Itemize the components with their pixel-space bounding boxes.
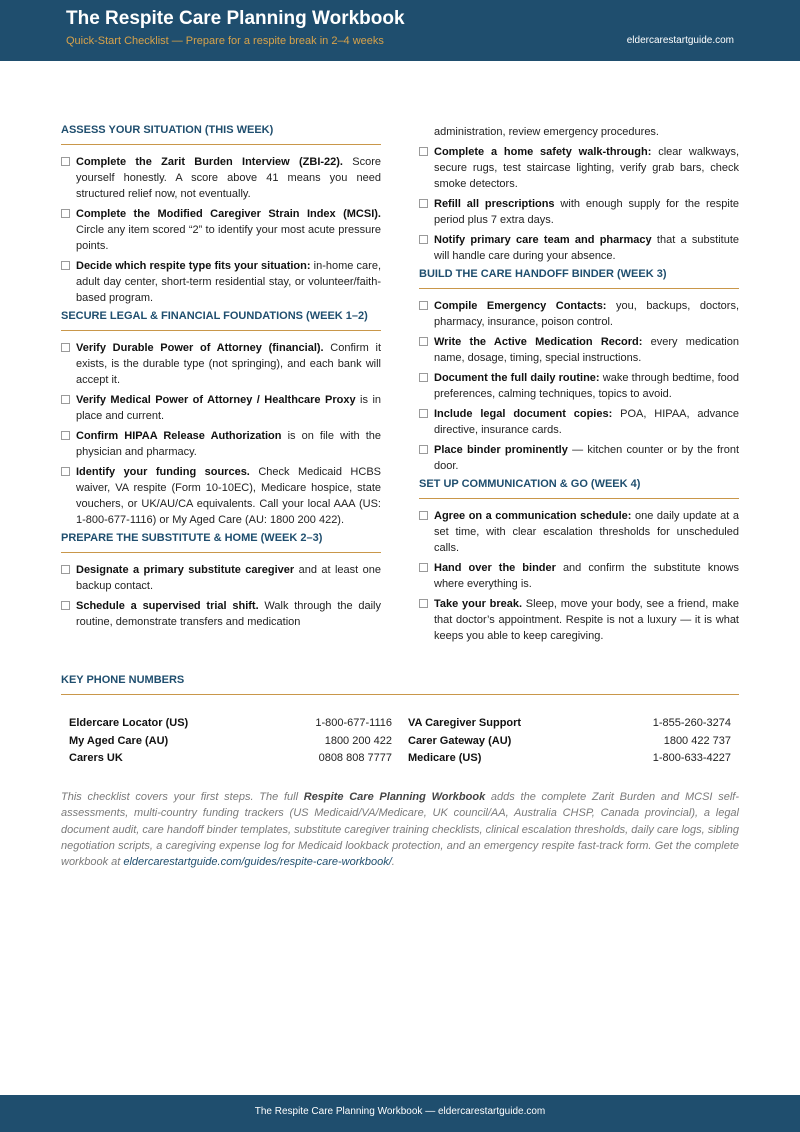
checkbox[interactable]: [61, 601, 70, 610]
phone-numbers-section: [61, 674, 739, 768]
checkbox[interactable]: [419, 563, 428, 572]
checkbox[interactable]: [419, 373, 428, 382]
checklist-item: [419, 298, 739, 330]
item-heading: Write the Active Medication Record:: [434, 336, 643, 348]
checklist-item: [419, 370, 739, 402]
item-heading: Complete the Zarit Burden Interview (ZBI-22).: [76, 156, 343, 168]
section-binder: [419, 268, 739, 474]
checkbox[interactable]: [419, 301, 428, 310]
item-text: is on file with the physician and pharmacy.: [76, 430, 382, 458]
item-heading: Decide which respite type fits your situation:: [76, 260, 311, 272]
phone-number[interactable]: 0808 808 7777: [318, 752, 392, 764]
item-text: clear walkways, secure rugs, test staircase lighting, verify grab bars, check smoke detectors.: [434, 146, 740, 190]
checklist-item: [61, 464, 381, 528]
item-heading: Verify Durable Power of Attorney (financial).: [76, 342, 324, 354]
item-heading: Identify your funding sources.: [76, 466, 250, 478]
item-text: that a substitute will handle care during your absence.: [434, 234, 740, 262]
phone-number[interactable]: 1800 422 737: [663, 734, 731, 747]
section-assess: [61, 124, 381, 306]
item-continuation: administration, review emergency procedures.: [434, 126, 659, 138]
checkbox[interactable]: [61, 395, 70, 404]
phone-number[interactable]: 1-800-677-1116: [315, 717, 392, 729]
checklist-item: [419, 144, 739, 192]
checkbox[interactable]: [61, 467, 70, 476]
checkbox[interactable]: [419, 199, 428, 208]
phone-number[interactable]: 1-855-260-3274: [652, 717, 731, 729]
checklist-item: [61, 154, 381, 202]
item-heading: Complete a home safety walk-through:: [434, 146, 652, 158]
checklist-item: [61, 340, 381, 388]
checkbox[interactable]: [61, 209, 70, 218]
item-text: in-home care, adult day center, short-term residential stay, or volunteer/faith-based program.: [76, 260, 381, 304]
checkbox[interactable]: [61, 431, 70, 440]
right-column: [419, 124, 739, 648]
phone-name: VA Caregiver Support: [408, 717, 522, 729]
checkbox[interactable]: [61, 565, 70, 574]
section-title: ASSESS YOUR SITUATION (THIS WEEK): [61, 124, 381, 145]
checkbox[interactable]: [61, 343, 70, 352]
item-heading: Refill all prescriptions: [434, 198, 555, 210]
phone-name: Carer Gateway (AU): [408, 734, 512, 747]
note-text: .: [391, 856, 395, 869]
phone-number[interactable]: 1-800-633-4227: [652, 752, 731, 764]
section-title: SECURE LEGAL & FINANCIAL FOUNDATIONS (WEEK 1–2): [61, 310, 381, 331]
phone-name: My Aged Care (AU): [69, 734, 169, 747]
item-heading: Agree on a communication schedule:: [434, 510, 632, 522]
checklist-item: [419, 442, 739, 474]
section-communication: [419, 478, 739, 644]
checkbox[interactable]: [419, 337, 428, 346]
checklist-item: [61, 562, 381, 594]
item-heading: Complete the Modified Caregiver Strain Index (MCSI).: [76, 208, 381, 220]
checklist-item: [419, 560, 739, 592]
checkbox[interactable]: [419, 235, 428, 244]
footer-bar: [0, 1095, 800, 1132]
item-text: wake through bedtime, food preferences, calming techniques, topics to avoid.: [434, 372, 739, 400]
checklist-item: [419, 196, 739, 228]
section-legal: [61, 310, 381, 528]
phone-name: Eldercare Locator (US): [69, 717, 189, 729]
checkbox[interactable]: [419, 147, 428, 156]
item-text: Check Medicaid HCBS waiver, VA respite (Form 10-10EC), Medicare hospice, state vouchers, or UK/AU/CA equivalents. Call your local AAA (US: 1-800-677-1116) or My Aged Care (AU: 1800 200 422).: [76, 466, 381, 526]
item-text: Sleep, move your body, see a friend, make that doctor’s appointment. Respite is not a luxury — it is what keeps you able to keep caregiving.: [434, 598, 739, 642]
item-heading: Document the full daily routine:: [434, 372, 600, 384]
item-text: Confirm it exists, is the durable type (not springing), and each bank will accept it.: [76, 342, 381, 386]
checklist-item: [419, 406, 739, 438]
phone-name: Carers UK: [69, 752, 123, 764]
header-site-link[interactable]: eldercarestartguide.com: [626, 35, 734, 46]
note-text: This checklist covers your first steps. The full: [61, 791, 304, 803]
checkbox[interactable]: [419, 599, 428, 608]
item-text: Score yourself honestly. A score above 41 means you need structured relief now, not eventually.: [76, 156, 382, 200]
checklist-item: [61, 258, 381, 306]
phone-row: [69, 733, 392, 751]
item-text: is in place and current.: [76, 394, 382, 422]
item-text: every medication name, dosage, timing, special instructions.: [434, 336, 739, 364]
checkbox[interactable]: [61, 261, 70, 270]
workbook-note: [61, 789, 739, 870]
phone-row: [69, 750, 392, 768]
item-text: and confirm the substitute knows where everything is.: [434, 562, 739, 590]
item-heading: Compile Emergency Contacts:: [434, 300, 607, 312]
section-prepare: [61, 532, 381, 630]
item-text: POA, HIPAA, advance directive, insurance cards.: [434, 408, 740, 436]
item-heading: Include legal document copies:: [434, 408, 613, 420]
checklist-item: [419, 508, 739, 556]
section-title: KEY PHONE NUMBERS: [61, 674, 739, 695]
phone-name: Medicare (US): [408, 752, 482, 764]
item-heading: Designate a primary substitute caregiver: [76, 564, 295, 576]
checklist-item: [61, 206, 381, 254]
item-heading: Schedule a supervised trial shift.: [76, 600, 259, 612]
checklist-item: [419, 334, 739, 366]
item-text: — kitchen counter or by the front door.: [434, 444, 740, 472]
item-heading: Notify primary care team and pharmacy: [434, 234, 652, 246]
page-title: The Respite Care Planning Workbook: [66, 8, 405, 29]
section-title: BUILD THE CARE HANDOFF BINDER (WEEK 3): [419, 268, 739, 289]
phone-row: [408, 750, 731, 768]
section-title: PREPARE THE SUBSTITUTE & HOME (WEEK 2–3): [61, 532, 381, 553]
item-text: and at least one backup contact.: [76, 564, 381, 592]
item-text: one daily update at a set time, with clear escalation thresholds for unscheduled calls.: [434, 510, 739, 554]
item-text: Walk through the daily routine, demonstrate transfers and medication: [76, 600, 382, 628]
item-heading: Hand over the binder: [434, 562, 556, 574]
workbook-link[interactable]: eldercarestartguide.com/guides/respite-care-workbook/: [123, 856, 392, 869]
phone-row: [69, 715, 392, 733]
item-heading: Verify Medical Power of Attorney / Healthcare Proxy: [76, 394, 356, 406]
checkbox[interactable]: [419, 409, 428, 418]
checkbox[interactable]: [419, 511, 428, 520]
checklist-item: [61, 392, 381, 424]
checklist-item: [61, 598, 381, 630]
item-heading: Place binder prominently: [434, 444, 568, 456]
page-subtitle: Quick-Start Checklist — Prepare for a respite break in 2–4 weeks: [66, 35, 384, 47]
phone-row: [408, 715, 731, 733]
item-heading: Take your break.: [434, 598, 523, 610]
checklist-item: [61, 428, 381, 460]
header-bar: [0, 0, 800, 61]
checkbox[interactable]: [419, 445, 428, 454]
note-workbook-title: Respite Care Planning Workbook: [303, 791, 486, 803]
item-text: Circle any item scored “2” to identify your most acute pressure points.: [76, 224, 381, 252]
left-column: [61, 124, 381, 634]
phone-row: [408, 733, 731, 751]
checklist-item: [419, 232, 739, 264]
item-text: with enough supply for the respite period plus 7 extra days.: [434, 198, 740, 226]
note-text: adds the complete Zarit Burden and MCSI self-assessments, multi-country funding trackers (US Medicaid/VA/Medicare, UK council/AA, Australia CHSP, Canada provincial), a legal document audit, care handoff binder templates, substitute caregiver training checklists, clinical escalation thresholds, daily care logs, sibling negotiation scripts, a caregiving expense log for Medicaid lookback protection, and an emergency respite fast-track form. Get the complete workbook at: [61, 791, 739, 869]
item-heading: Confirm HIPAA Release Authorization: [76, 430, 282, 442]
footer-text: The Respite Care Planning Workbook — eldercarestartguide.com: [254, 1106, 546, 1117]
section-title: SET UP COMMUNICATION & GO (WEEK 4): [419, 478, 739, 499]
phone-number[interactable]: 1800 200 422: [324, 734, 392, 747]
checklist-item: [419, 596, 739, 644]
checkbox[interactable]: [61, 157, 70, 166]
item-text: you, backups, doctors, pharmacy, insurance, poison control.: [434, 300, 739, 328]
